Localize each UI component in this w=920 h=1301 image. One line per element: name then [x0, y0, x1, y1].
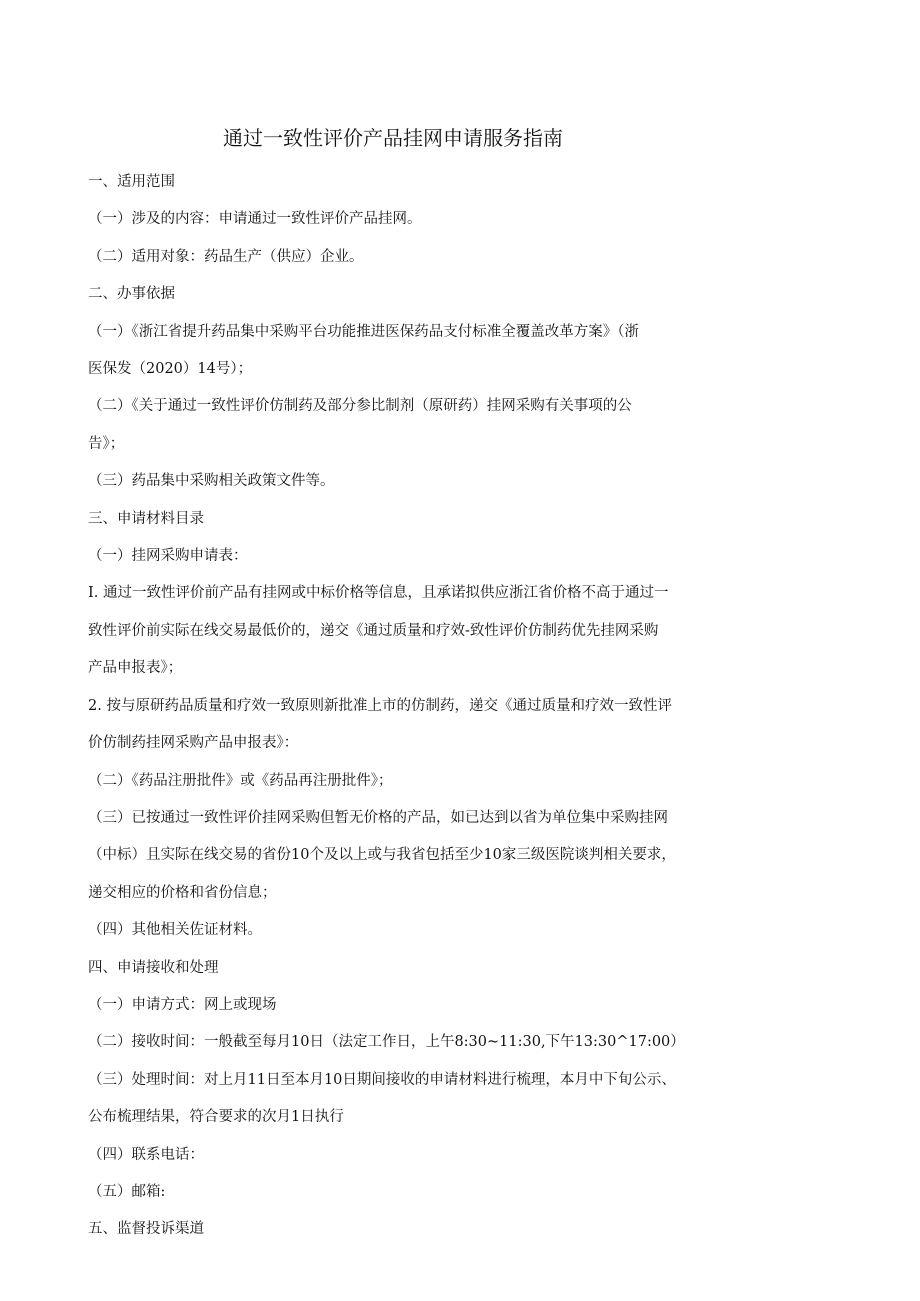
- paragraph-line: （中标）且实际在线交易的省份10个及以上或与我省包括至少10家三级医院谈判相关要求，: [88, 847, 676, 864]
- paragraph-line: （二）《关于通过一致性评价仿制药及部分参比制剂（原研药）挂网采购有关事项的公: [88, 398, 632, 415]
- paragraph-line: 告》；: [88, 435, 125, 452]
- paragraph-line: （一）《浙江省提升药品集中采购平台功能推进医保药品支付标准全覆盖改革方案》（浙: [88, 323, 639, 340]
- paragraph-line: 公布梳理结果，符合要求的次月1日执行: [88, 1109, 344, 1126]
- paragraph-line: （二）适用对象：药品生产（供应）企业。: [88, 248, 364, 265]
- paragraph-line: 致性评价前实际在线交易最低价的，递交《通过质量和疗效-致性评价仿制药优先挂网采购: [88, 622, 659, 639]
- section-heading-materials: 三、申请材料目录: [88, 510, 204, 527]
- section-heading-complaints: 五、监督投诉渠道: [88, 1221, 204, 1238]
- paragraph-line: （五）邮箱:: [88, 1183, 166, 1200]
- paragraph-line: 2. 按与原研药品质量和疗效一致原则新批准上市的仿制药，递交《通过质量和疗效一致性评: [88, 697, 672, 714]
- section-heading-basis: 二、办事依据: [88, 286, 175, 303]
- document-body: [88, 164, 708, 1249]
- paragraph-line: 医保发（2020）14号）；: [88, 361, 253, 378]
- paragraph-line: 价仿制药挂网采购产品申报表》：: [88, 735, 299, 752]
- section-heading-receipt: 四、申请接收和处理: [88, 959, 219, 976]
- document-title: 通过一致性评价产品挂网申请服务指南: [223, 126, 563, 150]
- paragraph-line: （三）药品集中采购相关政策文件等。: [88, 473, 335, 490]
- paragraph-line: I. 通过一致性评价前产品有挂网或中标价格等信息，且承诺拟供应浙江省价格不高于通过一: [88, 585, 669, 602]
- paragraph-line: （二）《药品注册批件》或《药品再注册批件》；: [88, 772, 393, 789]
- paragraph-line: （四）联系电话：: [88, 1146, 204, 1163]
- section-heading-scope: 一、适用范围: [88, 174, 175, 190]
- paragraph-line: （四）其他相关佐证材料。: [88, 922, 262, 939]
- paragraph-line: 递交相应的价格和省份信息；: [88, 884, 277, 901]
- paragraph-line: （二）接收时间：一般截至每月10日（法定工作日，上午8:30~11:30,下午13:30^17:00）: [88, 1034, 685, 1051]
- paragraph-line: （三）处理时间：对上月11日至本月10日期间接收的申请材料进行梳理，本月中下旬公示、: [88, 1071, 676, 1088]
- paragraph-line: 产品申报表》；: [88, 660, 183, 677]
- paragraph-line: （一）涉及的内容：申请通过一致性评价产品挂网。: [88, 211, 422, 228]
- paragraph-line: （三）已按通过一致性评价挂网采购但暂无价格的产品，如已达到以省为单位集中采购挂网: [88, 809, 668, 826]
- paragraph-line: （一）挂网采购申请表：: [88, 548, 248, 565]
- paragraph-line: （一）申请方式：网上或现场: [88, 996, 277, 1013]
